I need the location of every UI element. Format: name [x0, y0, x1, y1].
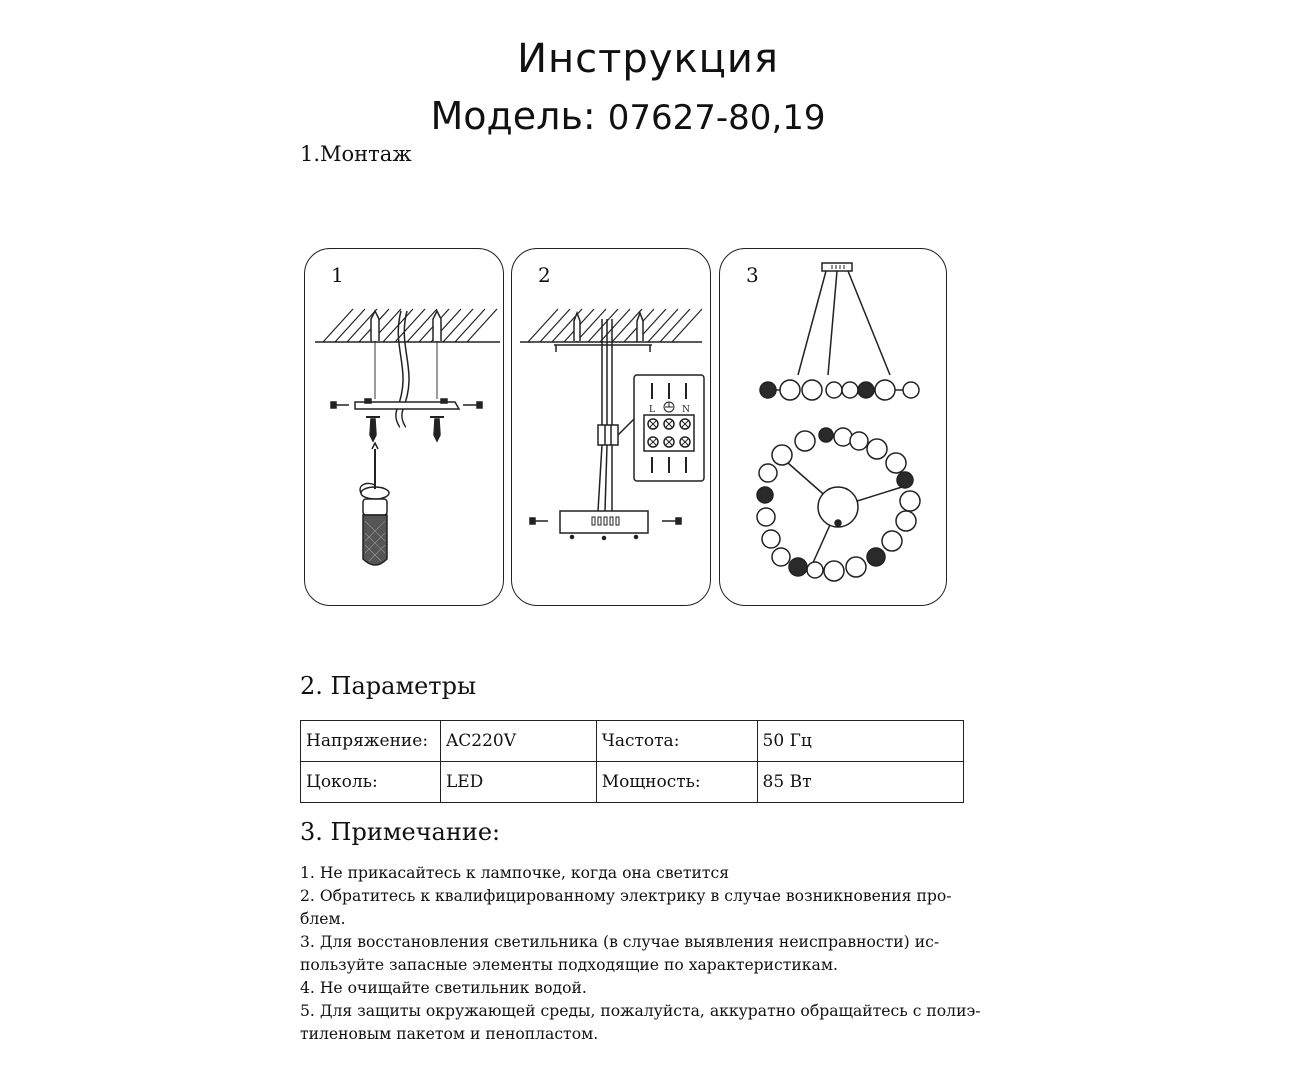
- model-label: Модель:: [430, 94, 596, 138]
- montage-step-1-panel: [304, 248, 504, 606]
- montage-step-3-panel: [719, 248, 947, 606]
- terminal-label-n: N: [682, 405, 690, 415]
- model-number: 07627-80,19: [607, 98, 826, 138]
- terminal-label-l: L: [649, 405, 655, 415]
- table-row: [301, 762, 964, 803]
- step-number: 2: [538, 263, 551, 287]
- table-cell: Цоколь:: [301, 762, 441, 803]
- list-item: 4. Не очищайте светильник водой.: [300, 979, 587, 997]
- notes-list: [300, 862, 981, 1046]
- bracket-mounting-illustration: [305, 249, 504, 606]
- step-number: 3: [746, 263, 759, 287]
- wiring-illustration: [512, 249, 711, 606]
- table-cell: AC220V: [440, 721, 596, 762]
- list-item: 1. Не прикасайтесь к лампочке, когда она светится: [300, 864, 730, 882]
- montage-step-2-panel: [511, 248, 711, 606]
- list-item: пользуйте запасные элементы подходящие по характеристикам.: [300, 956, 838, 974]
- table-cell: Напряжение:: [301, 721, 441, 762]
- notes-heading: 3. Примечание:: [300, 818, 501, 846]
- step-number: 1: [331, 263, 344, 287]
- table-cell: Мощность:: [596, 762, 757, 803]
- list-item: 3. Для восстановления светильника (в случае выявления неисправности) ис-: [300, 933, 940, 951]
- list-item: 5. Для защиты окружающей среды, пожалуйста, аккуратно обращайтесь с полиэ-: [300, 1002, 981, 1020]
- list-item: тиленовым пакетом и пенопластом.: [300, 1025, 599, 1043]
- table-cell: 85 Вт: [757, 762, 963, 803]
- table-cell: 50 Гц: [757, 721, 963, 762]
- model-line: [0, 94, 1276, 138]
- table-row: [301, 721, 964, 762]
- list-item: 2. Обратитесь к квалифицированному электрику в случае возникновения про-: [300, 887, 952, 905]
- params-table: [300, 720, 964, 803]
- document-title: Инструкция: [517, 36, 779, 82]
- montage-heading: 1.Монтаж: [300, 142, 412, 166]
- chandelier-illustration: [720, 249, 947, 606]
- table-cell: LED: [440, 762, 596, 803]
- table-cell: Частота:: [596, 721, 757, 762]
- list-item: блем.: [300, 910, 346, 928]
- params-heading: 2. Параметры: [300, 672, 477, 700]
